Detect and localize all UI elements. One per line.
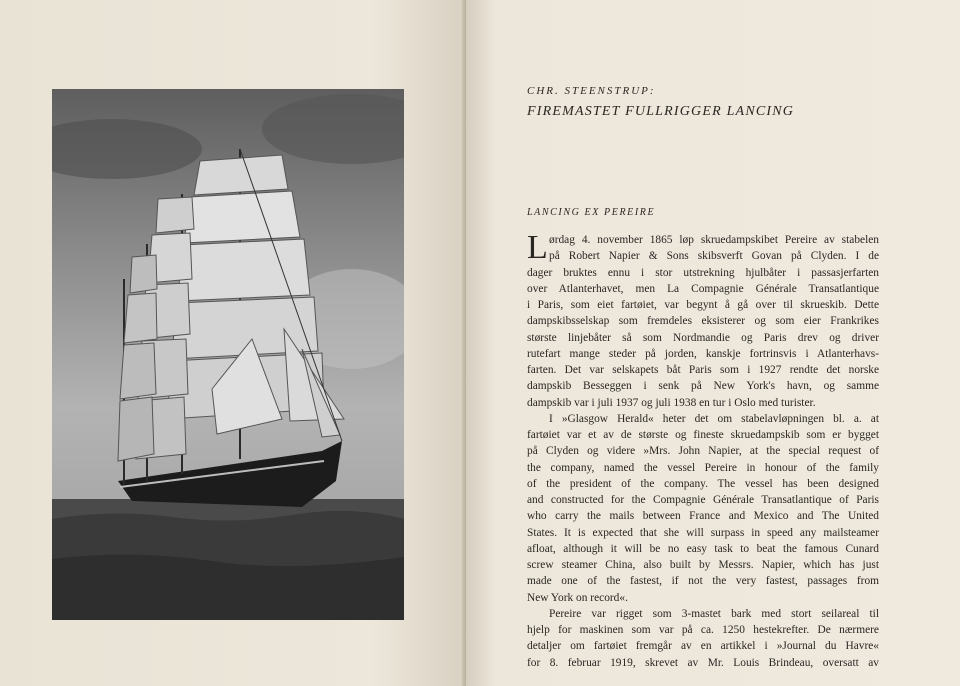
drop-cap: L	[527, 229, 548, 266]
body-line: screw steamer China, also built by Messrs. Napier, which has just	[527, 559, 879, 571]
body-line: and constructed for the Compagnie Générale Transatlantique of Paris	[527, 494, 879, 506]
body-line: New York on record«.	[527, 591, 628, 604]
author-line: CHR. STEENSTRUP:	[527, 85, 656, 97]
body-line: største linjebåter så som Nordmandie og Paris drev og driver	[527, 331, 879, 344]
body-line: dampskib Besseggen i senk på New York's havn, og samme	[527, 380, 879, 393]
article-body	[527, 229, 879, 671]
body-line: dampskibsselskap som fremdeles eksisterer og som eier Frankrikes	[527, 315, 879, 328]
body-line: på Robert Napier & Sons skibsverft Govan på Clyden. I de	[549, 250, 879, 263]
body-line: i Paris, som eiet fartøiet, var begynt å gå over til skrueskib. Dette	[527, 299, 879, 311]
body-line: for 8. februar 1919, skrevet av Mr. Louis Brindeau, oversatt av	[527, 656, 879, 669]
body-line: who carry the mails between France and Mexico and The United	[527, 510, 879, 523]
body-line: over Atlanterhavet, men La Compagnie Générale Transatlantique	[527, 282, 879, 295]
body-line: hjelp for maskinen som var på ca. 1250 hestekrefter. De nærmere	[527, 624, 879, 636]
ship-illustration	[52, 89, 404, 620]
body-line: ørdag 4. november 1865 løp skruedampskibet Pereire av stabelen	[549, 234, 879, 246]
body-line: Pereire var rigget som 3-mastet bark med stort seilareal til	[549, 607, 879, 620]
body-line: of the president of the company. The vessel has been designed	[527, 477, 879, 490]
body-line: the company, named the vessel Pereire in honour of the family	[527, 461, 879, 474]
section-heading: LANCING EX PEREIRE	[527, 207, 656, 218]
body-line: farten. Det var selskapets båt Paris som i 1927 rendte det norske	[527, 364, 879, 376]
body-line: I »Glasgow Herald« heter det om stabelavløpningen bl. a. at	[549, 412, 879, 425]
body-line: dager bruktes ennu i stor utstrekning hjulbåter i passasjerfarten	[527, 266, 879, 279]
body-line: på Clyden og videre »Mrs. John Napier, at the special request of	[527, 445, 879, 458]
body-line: States. It is expected that she will surpass in speed any mailsteamer	[527, 526, 879, 539]
body-line: afloat, although it will be no easy task to beat the famous Cunard	[527, 542, 879, 555]
body-line: made one of the fastest, if not the very fastest, passages from	[527, 575, 879, 588]
left-page	[0, 0, 466, 686]
body-line: fartøiet var et av de største og fineste skruedampskib som er bygget	[527, 429, 879, 441]
body-line: rutefart mange steder på jorden, kanskje fortrinsvis i Atlanterhavs-	[527, 347, 879, 360]
body-line: detaljer om fartøiet fremgår av en artikkel i »Journal du Havre«	[527, 640, 879, 653]
article-title: FIREMASTET FULLRIGGER LANCING	[527, 104, 795, 119]
body-line: dampskib var i juli 1937 og juli 1938 en tur i Oslo med turister.	[527, 396, 816, 409]
ship-photo	[52, 89, 404, 620]
